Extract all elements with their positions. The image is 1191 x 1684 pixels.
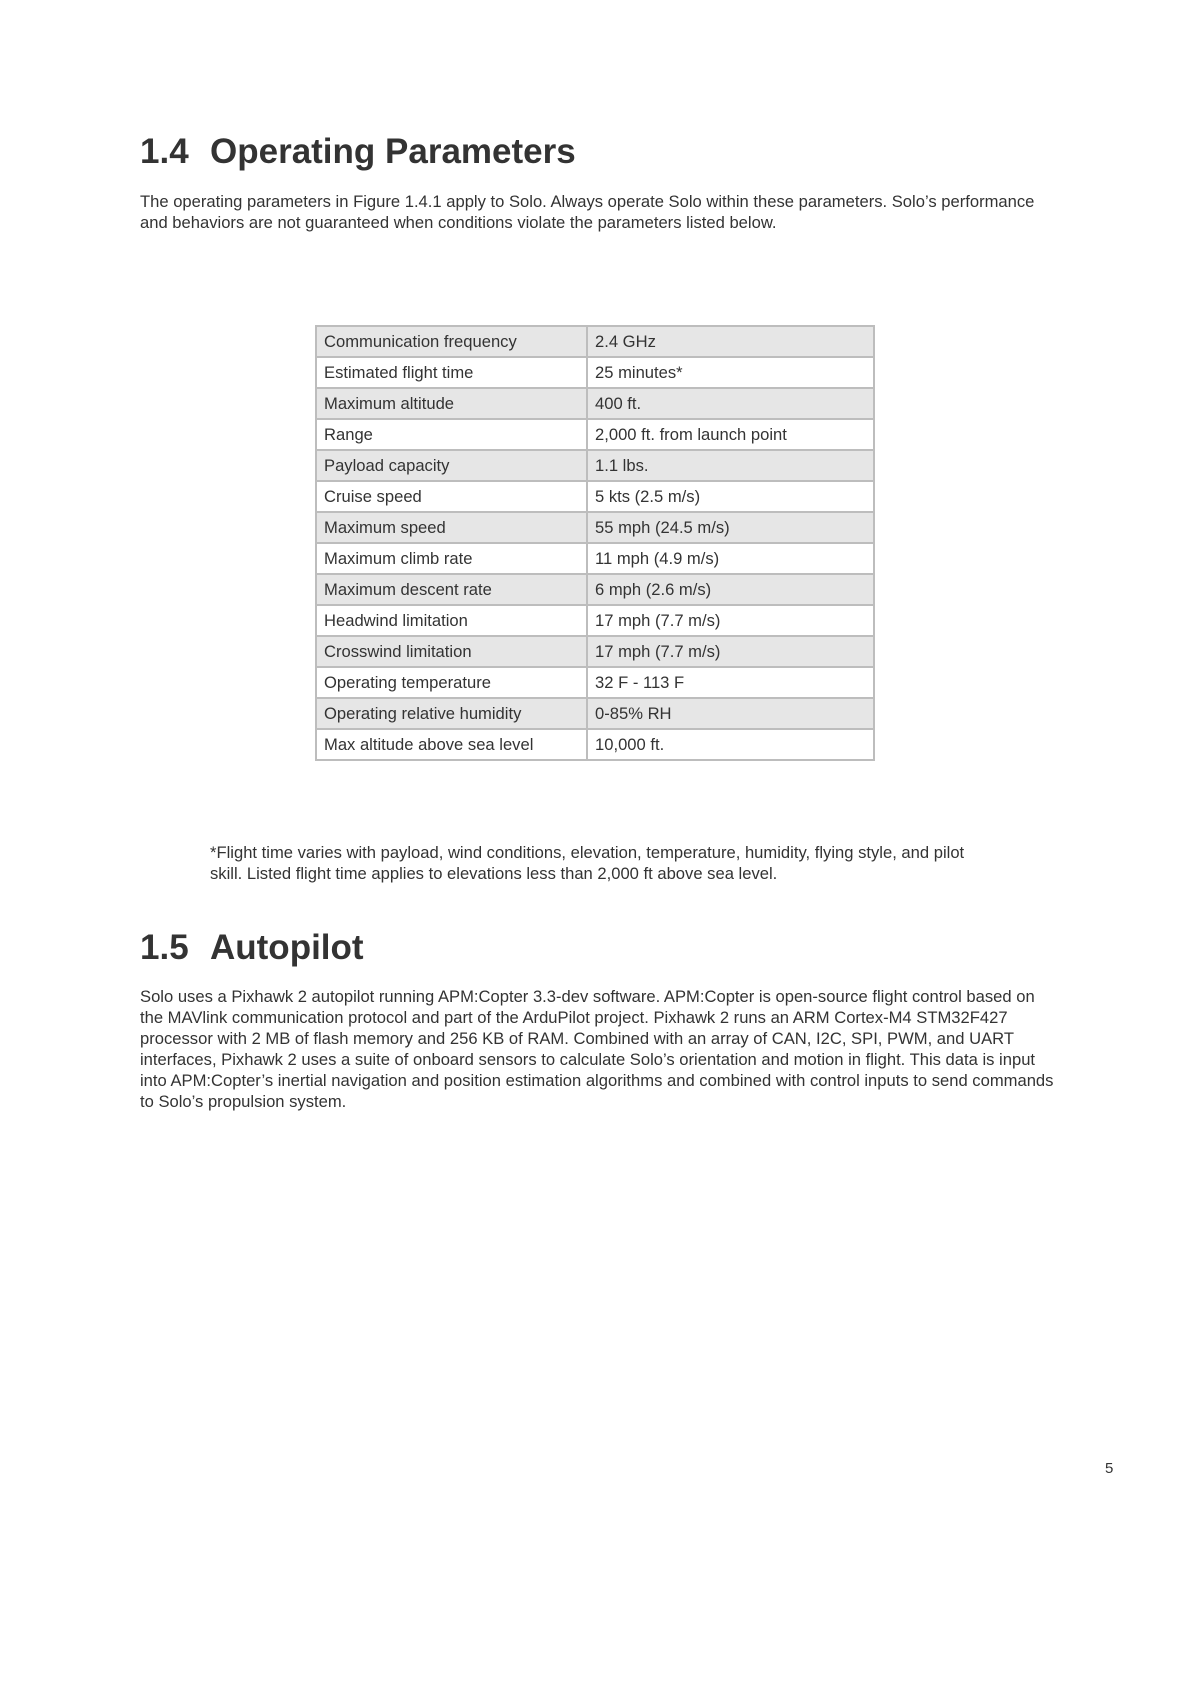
table-row [316,357,874,388]
value-cell: 11 mph (4.9 m/s) [587,543,874,574]
table-row [316,574,874,605]
value-cell: 55 mph (24.5 m/s) [587,512,874,543]
table-row [316,543,874,574]
table-row [316,729,874,760]
parameter-cell: Estimated flight time [316,357,587,388]
parameter-cell: Communication frequency [316,326,587,357]
parameter-cell: Maximum climb rate [316,543,587,574]
parameter-cell: Max altitude above sea level [316,729,587,760]
table-row [316,326,874,357]
table-row [316,388,874,419]
parameter-cell: Range [316,419,587,450]
value-cell: 400 ft. [587,388,874,419]
parameter-cell: Headwind limitation [316,605,587,636]
value-cell: 1.1 lbs. [587,450,874,481]
table-row [316,450,874,481]
table-row [316,636,874,667]
section-number: 1.5 [140,928,189,967]
autopilot-paragraph: Solo uses a Pixhawk 2 autopilot running APM:Copter 3.3-dev software. APM:Copter is open-source flight control based on the MAVlink communication protocol and part of the ArduPilot project. Pixhawk 2 runs an ARM Cortex-M4 STM32F427 processor with 2 MB of flash memory and 256 KB of RAM. Combined with an array of CAN, I2C, SPI, PWM, and UART interfaces, Pixhawk 2 uses a suite of onboard sensors to calculate Solo’s orientation and motion in flight. This data is input into APM:Copter’s inertial navigation and position estimation algorithms and combined with control inputs to send commands to Solo’s propulsion system. [140,987,1054,1111]
value-cell: 10,000 ft. [587,729,874,760]
value-cell: 6 mph (2.6 m/s) [587,574,874,605]
flight-time-footnote: *Flight time varies with payload, wind conditions, elevation, temperature, humidity, flying style, and pilot skill. Listed flight time applies to elevations less than 2,000 ft above sea level. [210,843,965,883]
table-row [316,419,874,450]
section-heading-autopilot [140,928,364,968]
value-cell: 0-85% RH [587,698,874,729]
page-number: 5 [1105,1460,1114,1477]
value-cell: 25 minutes* [587,357,874,388]
table-row [316,512,874,543]
table-row [316,605,874,636]
parameter-cell: Cruise speed [316,481,587,512]
section-title: Autopilot [210,928,364,967]
table-row [316,698,874,729]
parameter-cell: Maximum descent rate [316,574,587,605]
operating-parameters-table [315,325,875,761]
value-cell: 2,000 ft. from launch point [587,419,874,450]
section-title: Operating Parameters [210,132,576,171]
table-row [316,667,874,698]
value-cell: 17 mph (7.7 m/s) [587,636,874,667]
value-cell: 17 mph (7.7 m/s) [587,605,874,636]
intro-paragraph: The operating parameters in Figure 1.4.1 apply to Solo. Always operate Solo within these parameters. Solo’s performance and behaviors are not guaranteed when conditions violate the parameters listed below. [140,192,1035,232]
table-row [316,481,874,512]
parameter-cell: Operating temperature [316,667,587,698]
parameter-cell: Maximum speed [316,512,587,543]
section-heading-operating-parameters [140,132,576,172]
parameter-cell: Maximum altitude [316,388,587,419]
parameter-cell: Payload capacity [316,450,587,481]
parameter-cell: Operating relative humidity [316,698,587,729]
section-number: 1.4 [140,132,189,171]
parameter-cell: Crosswind limitation [316,636,587,667]
value-cell: 2.4 GHz [587,326,874,357]
value-cell: 5 kts (2.5 m/s) [587,481,874,512]
value-cell: 32 F - 113 F [587,667,874,698]
